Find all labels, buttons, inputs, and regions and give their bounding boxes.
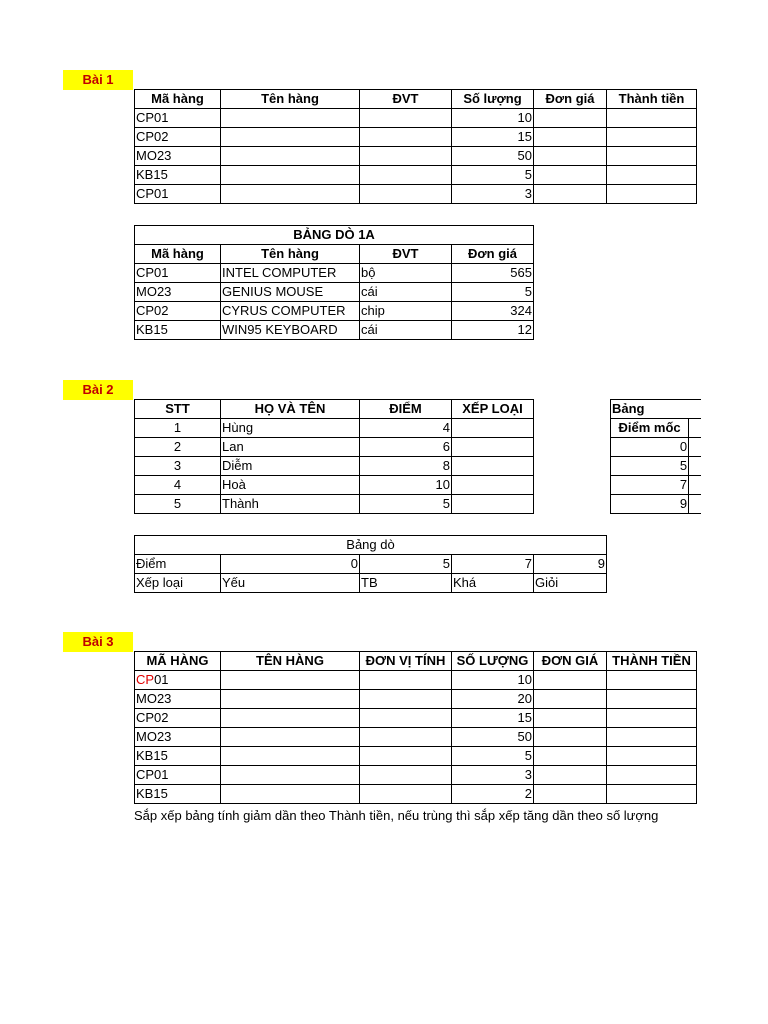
bai3-instruction: Sắp xếp bảng tính giảm dần theo Thành tiền, nếu trùng thì sắp xếp tăng dần theo số lượng bbox=[134, 808, 659, 823]
side-table-viewport bbox=[610, 399, 701, 519]
cell-total[interactable] bbox=[607, 166, 697, 185]
cell-price[interactable] bbox=[534, 690, 607, 709]
table-row bbox=[135, 574, 607, 593]
cell-code[interactable]: KB15 bbox=[135, 321, 221, 340]
table-row bbox=[135, 166, 697, 185]
cell-diem[interactable]: 7 bbox=[452, 555, 534, 574]
header-xep-loai: XẾP LOẠI bbox=[452, 400, 534, 419]
cell-total[interactable] bbox=[607, 728, 697, 747]
table-row bbox=[135, 109, 697, 128]
header-ten-hang: Tên hàng bbox=[221, 90, 360, 109]
cell-unit[interactable] bbox=[360, 709, 452, 728]
cell-stt[interactable]: 5 bbox=[135, 495, 221, 514]
cell-stt[interactable]: 1 bbox=[135, 419, 221, 438]
cell-price[interactable] bbox=[534, 166, 607, 185]
cell-name[interactable] bbox=[221, 766, 360, 785]
cell-price[interactable] bbox=[534, 109, 607, 128]
cell-stt[interactable]: 2 bbox=[135, 438, 221, 457]
cell-rank[interactable] bbox=[452, 457, 534, 476]
cell-name[interactable] bbox=[221, 671, 360, 690]
table-row bbox=[611, 495, 702, 514]
bang-do-table bbox=[134, 535, 607, 593]
cell-name[interactable] bbox=[221, 109, 360, 128]
cell-qty[interactable]: 3 bbox=[452, 185, 534, 204]
table-row bbox=[135, 709, 697, 728]
cell-total[interactable] bbox=[607, 185, 697, 204]
cell-price[interactable] bbox=[534, 128, 607, 147]
table-row bbox=[135, 766, 697, 785]
cell-qty[interactable]: 15 bbox=[452, 709, 534, 728]
bai2-tag: Bài 2 bbox=[63, 380, 133, 400]
cell-price[interactable] bbox=[534, 709, 607, 728]
cell-name[interactable] bbox=[221, 147, 360, 166]
cell-code[interactable] bbox=[135, 728, 221, 747]
cell-diem-moc[interactable]: 9 bbox=[611, 495, 689, 514]
cell-score[interactable]: 5 bbox=[360, 495, 452, 514]
cell-price[interactable]: 324 bbox=[452, 302, 534, 321]
bang-do-title: Bảng dò bbox=[135, 536, 607, 555]
cell-score[interactable]: 4 bbox=[360, 419, 452, 438]
cell-code[interactable]: CP02 bbox=[135, 302, 221, 321]
cell-label-xep-loai[interactable]: Xếp loại bbox=[135, 574, 221, 593]
cell-qty[interactable]: 10 bbox=[452, 109, 534, 128]
table-row bbox=[135, 476, 534, 495]
bai3-tag: Bài 3 bbox=[63, 632, 133, 652]
cell-code[interactable]: MO23 bbox=[135, 147, 221, 166]
header-don-gia: Đơn giá bbox=[534, 90, 607, 109]
cell-unit[interactable] bbox=[360, 747, 452, 766]
cell-name[interactable] bbox=[221, 185, 360, 204]
cell-name[interactable] bbox=[221, 128, 360, 147]
cell-name[interactable]: Lan bbox=[221, 438, 360, 457]
cell-name[interactable]: Hoà bbox=[221, 476, 360, 495]
cell-rank[interactable] bbox=[452, 476, 534, 495]
cell-name[interactable]: Diễm bbox=[221, 457, 360, 476]
table-row bbox=[611, 457, 702, 476]
table-row bbox=[135, 495, 534, 514]
cell-price[interactable] bbox=[534, 785, 607, 804]
cell-code[interactable]: CP01 bbox=[135, 264, 221, 283]
cell-diem[interactable]: 5 bbox=[360, 555, 452, 574]
cell-qty[interactable]: 2 bbox=[452, 785, 534, 804]
cell-name[interactable]: Hùng bbox=[221, 419, 360, 438]
side-header-diem-moc: Điểm mốc bbox=[611, 419, 689, 438]
code-suffix: KB15 bbox=[136, 748, 168, 763]
cell-label-diem[interactable]: Điểm bbox=[135, 555, 221, 574]
cell-diem-moc[interactable]: 0 bbox=[611, 438, 689, 457]
table-row bbox=[135, 264, 534, 283]
cell-total[interactable] bbox=[607, 766, 697, 785]
cell-price[interactable] bbox=[534, 671, 607, 690]
header-ho-va-ten: HỌ VÀ TÊN bbox=[221, 400, 360, 419]
cell-code[interactable] bbox=[135, 766, 221, 785]
header-ten-hang: TÊN HÀNG bbox=[221, 652, 360, 671]
cell-name[interactable]: INTEL COMPUTER bbox=[221, 264, 360, 283]
cell-unit[interactable] bbox=[360, 690, 452, 709]
cell-unit[interactable] bbox=[360, 128, 452, 147]
cell-total[interactable] bbox=[607, 747, 697, 766]
cell-xep-loai[interactable]: Yếu bbox=[221, 574, 360, 593]
cell-score[interactable]: 8 bbox=[360, 457, 452, 476]
cell-xep-loai[interactable]: TB bbox=[360, 574, 452, 593]
cell-code[interactable]: CP01 bbox=[135, 185, 221, 204]
cell-code[interactable]: CP02 bbox=[135, 128, 221, 147]
header-so-luong: Số lượng bbox=[452, 90, 534, 109]
cell-total[interactable] bbox=[607, 147, 697, 166]
code-suffix: CP01 bbox=[136, 767, 169, 782]
header-thanh-tien: THÀNH TIỀN bbox=[607, 652, 697, 671]
header-don-gia: Đơn giá bbox=[452, 245, 534, 264]
cell-code[interactable]: KB15 bbox=[135, 166, 221, 185]
cell-score[interactable]: 6 bbox=[360, 438, 452, 457]
cell-unit[interactable] bbox=[360, 109, 452, 128]
cell-rank[interactable] bbox=[452, 495, 534, 514]
cell-qty[interactable]: 15 bbox=[452, 128, 534, 147]
code-suffix: 01 bbox=[154, 672, 169, 687]
cell-qty[interactable]: 5 bbox=[452, 747, 534, 766]
header-stt: STT bbox=[135, 400, 221, 419]
table-row bbox=[135, 747, 697, 766]
cell-price[interactable]: 5 bbox=[452, 283, 534, 302]
cell-price[interactable] bbox=[534, 766, 607, 785]
cell-price[interactable] bbox=[534, 728, 607, 747]
table-row bbox=[135, 555, 607, 574]
cell-total[interactable] bbox=[607, 128, 697, 147]
code-prefix: CP bbox=[136, 672, 155, 687]
table-row bbox=[135, 785, 697, 804]
table-row bbox=[135, 438, 534, 457]
cell-diem-moc[interactable]: 7 bbox=[611, 476, 689, 495]
table-row bbox=[611, 476, 702, 495]
cell-unit[interactable]: cái bbox=[360, 283, 452, 302]
cell-price[interactable]: 565 bbox=[452, 264, 534, 283]
cell-price[interactable] bbox=[534, 147, 607, 166]
code-suffix: MO23 bbox=[136, 691, 172, 706]
header-dvt: ĐVT bbox=[360, 90, 452, 109]
cell-code[interactable] bbox=[135, 709, 221, 728]
cell-code[interactable] bbox=[135, 785, 221, 804]
table-row bbox=[135, 321, 534, 340]
cell-qty[interactable]: 50 bbox=[452, 147, 534, 166]
cell-price[interactable] bbox=[534, 185, 607, 204]
header-ma-hang: MÃ HÀNG bbox=[135, 652, 221, 671]
cell-price[interactable]: 12 bbox=[452, 321, 534, 340]
cell-name[interactable]: Thành bbox=[221, 495, 360, 514]
header-ma-hang: Mã hàng bbox=[135, 245, 221, 264]
cell-total[interactable] bbox=[607, 785, 697, 804]
table-row bbox=[135, 728, 697, 747]
bai2-header-row bbox=[135, 400, 534, 419]
cell-unit[interactable] bbox=[360, 166, 452, 185]
cell-unit[interactable] bbox=[360, 147, 452, 166]
side-lookup-table bbox=[610, 399, 701, 514]
header-don-gia: ĐƠN GIÁ bbox=[534, 652, 607, 671]
cell-xep-loai[interactable]: Khá bbox=[452, 574, 534, 593]
bai3-table bbox=[134, 651, 697, 804]
bai1-header-row bbox=[135, 90, 697, 109]
cell-unit[interactable] bbox=[360, 766, 452, 785]
cell-name[interactable]: WIN95 KEYBOARD bbox=[221, 321, 360, 340]
table-row bbox=[135, 185, 697, 204]
bang-do-1a-table bbox=[134, 225, 534, 340]
cell-unit[interactable] bbox=[360, 728, 452, 747]
bang-do-1a-title: BẢNG DÒ 1A bbox=[135, 226, 534, 245]
cell-unit[interactable] bbox=[360, 671, 452, 690]
table-row bbox=[135, 283, 534, 302]
cell-total[interactable] bbox=[607, 709, 697, 728]
cell-qty[interactable]: 5 bbox=[452, 166, 534, 185]
cell-name[interactable] bbox=[221, 166, 360, 185]
cell-name[interactable] bbox=[221, 747, 360, 766]
cell-code[interactable] bbox=[135, 747, 221, 766]
table-row bbox=[135, 690, 697, 709]
cell-unit[interactable]: chip bbox=[360, 302, 452, 321]
header-ten-hang: Tên hàng bbox=[221, 245, 360, 264]
header-diem: ĐIỂM bbox=[360, 400, 452, 419]
cell-code[interactable] bbox=[135, 690, 221, 709]
cell-code[interactable] bbox=[135, 671, 221, 690]
cell-unit[interactable] bbox=[360, 185, 452, 204]
header-ma-hang: Mã hàng bbox=[135, 90, 221, 109]
cell-stt[interactable]: 3 bbox=[135, 457, 221, 476]
cell-price[interactable] bbox=[534, 747, 607, 766]
code-suffix: MO23 bbox=[136, 729, 172, 744]
bai1-tag: Bài 1 bbox=[63, 70, 133, 90]
cell-diem-moc[interactable]: 5 bbox=[611, 457, 689, 476]
header-dvt: ĐVT bbox=[360, 245, 452, 264]
cell-name[interactable]: CYRUS COMPUTER bbox=[221, 302, 360, 321]
cell-name[interactable]: GENIUS MOUSE bbox=[221, 283, 360, 302]
header-don-vi-tinh: ĐƠN VỊ TÍNH bbox=[360, 652, 452, 671]
cell-unit[interactable] bbox=[360, 785, 452, 804]
table-row bbox=[611, 438, 702, 457]
table-row bbox=[135, 419, 534, 438]
cell-rank[interactable] bbox=[452, 438, 534, 457]
cell-unit[interactable]: bộ bbox=[360, 264, 452, 283]
code-suffix: CP02 bbox=[136, 710, 169, 725]
side-table-title: Bảng bbox=[611, 400, 702, 419]
cell-unit[interactable]: cái bbox=[360, 321, 452, 340]
bang-do-1a-header-row bbox=[135, 245, 534, 264]
cell-xep-loai[interactable]: Giỏi bbox=[534, 574, 607, 593]
header-so-luong: SỐ LƯỢNG bbox=[452, 652, 534, 671]
cell-diem[interactable]: 9 bbox=[534, 555, 607, 574]
bai1-table bbox=[134, 89, 697, 204]
cell-total[interactable] bbox=[607, 690, 697, 709]
table-row bbox=[135, 147, 697, 166]
cell-total[interactable] bbox=[607, 109, 697, 128]
cell-total[interactable] bbox=[607, 671, 697, 690]
cell-qty[interactable]: 10 bbox=[452, 671, 534, 690]
cell-name[interactable] bbox=[221, 709, 360, 728]
cell-stt[interactable]: 4 bbox=[135, 476, 221, 495]
cell-rank[interactable] bbox=[452, 419, 534, 438]
code-suffix: KB15 bbox=[136, 786, 168, 801]
table-row bbox=[135, 302, 534, 321]
bai2-table bbox=[134, 399, 534, 514]
table-row bbox=[135, 671, 697, 690]
cell-name[interactable] bbox=[221, 690, 360, 709]
cell-diem[interactable]: 0 bbox=[221, 555, 360, 574]
table-row bbox=[135, 128, 697, 147]
cell-qty[interactable]: 20 bbox=[452, 690, 534, 709]
cell-score[interactable]: 10 bbox=[360, 476, 452, 495]
cell-qty[interactable]: 50 bbox=[452, 728, 534, 747]
cell-name[interactable] bbox=[221, 785, 360, 804]
table-row bbox=[135, 457, 534, 476]
cell-name[interactable] bbox=[221, 728, 360, 747]
cell-code[interactable]: CP01 bbox=[135, 109, 221, 128]
cell-qty[interactable]: 3 bbox=[452, 766, 534, 785]
bai3-header-row bbox=[135, 652, 697, 671]
header-thanh-tien: Thành tiền bbox=[607, 90, 697, 109]
cell-code[interactable]: MO23 bbox=[135, 283, 221, 302]
